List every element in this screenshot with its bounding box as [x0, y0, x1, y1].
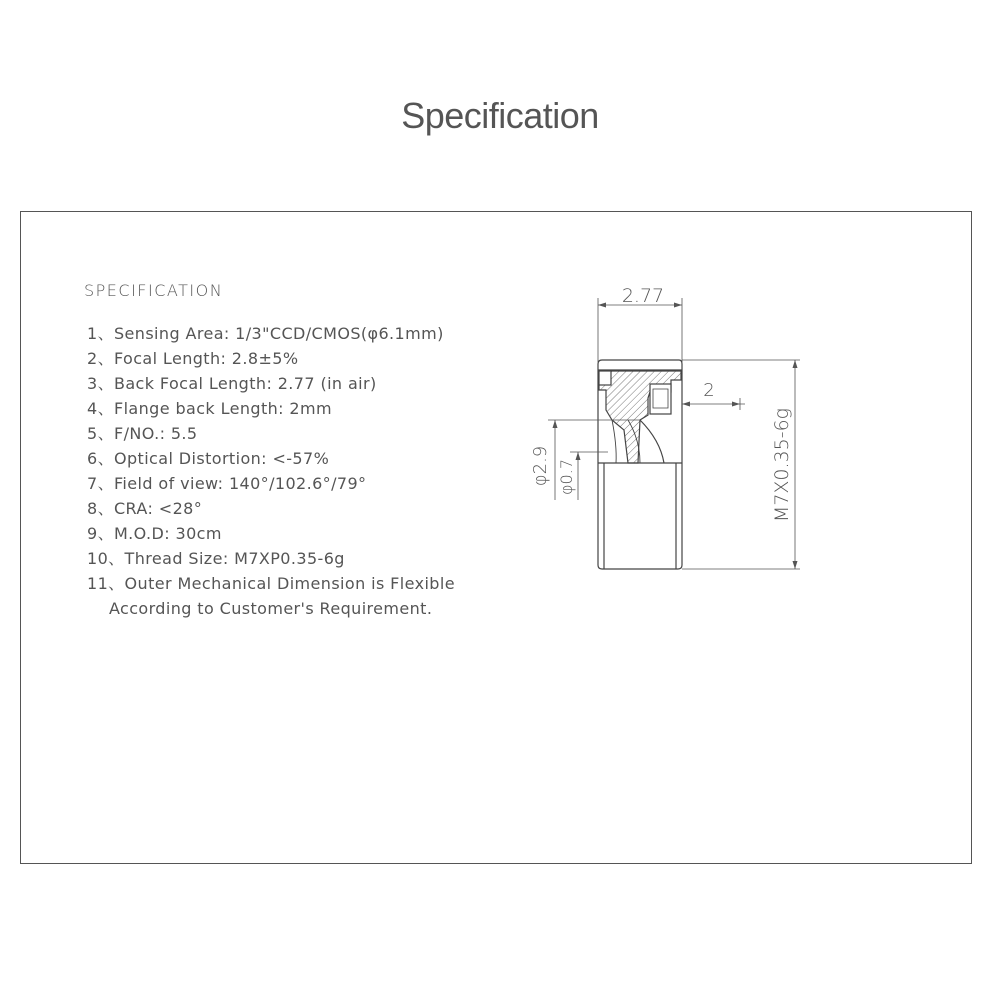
spec-item-thread-size: 10、Thread Size: M7XP0.35-6g [87, 549, 345, 568]
spec-item-focal-length: 2、Focal Length: 2.8±5% [87, 349, 299, 368]
dim-flange-label: 2 [703, 380, 715, 401]
spec-item-field-of-view: 7、Field of view: 140°/102.6°/79° [87, 474, 367, 493]
spec-item-outer-dimension-cont: According to Customer's Requirement. [87, 599, 433, 618]
spec-list [87, 321, 455, 621]
dim-inner-diameter [557, 452, 608, 500]
lens-body [598, 360, 682, 569]
spec-item-cra: 8、CRA: <28° [87, 499, 203, 518]
spec-item-sensing-area: 1、Sensing Area: 1/3"CCD/CMOS(φ6.1mm) [87, 324, 444, 343]
lens-drawing [520, 270, 820, 590]
spec-item-mod: 9、M.O.D: 30cm [87, 524, 222, 543]
dim-inner-diameter-label: φ0.7 [557, 459, 576, 495]
page-title: Specification [401, 95, 599, 136]
spec-item-optical-distortion: 6、Optical Distortion: <-57% [87, 449, 330, 468]
spec-item-outer-dimension: 11、Outer Mechanical Dimension is Flexible [87, 574, 455, 593]
dim-outer-diameter-label: φ2.9 [530, 445, 551, 487]
dim-top-width [598, 285, 682, 362]
dim-flange [682, 380, 745, 410]
spec-item-flange-back-length: 4、Flange back Length: 2mm [87, 399, 332, 418]
dim-outer-diameter [530, 420, 640, 500]
spec-heading: SPECIFICATION [84, 281, 224, 300]
spec-item-back-focal-length: 3、Back Focal Length: 2.77 (in air) [87, 374, 377, 393]
dim-thread [682, 360, 800, 569]
dim-top-label: 2.77 [621, 285, 665, 307]
dim-thread-label: M7X0.35-6g [771, 407, 793, 523]
spec-item-f-number: 5、F/NO.: 5.5 [87, 424, 198, 443]
